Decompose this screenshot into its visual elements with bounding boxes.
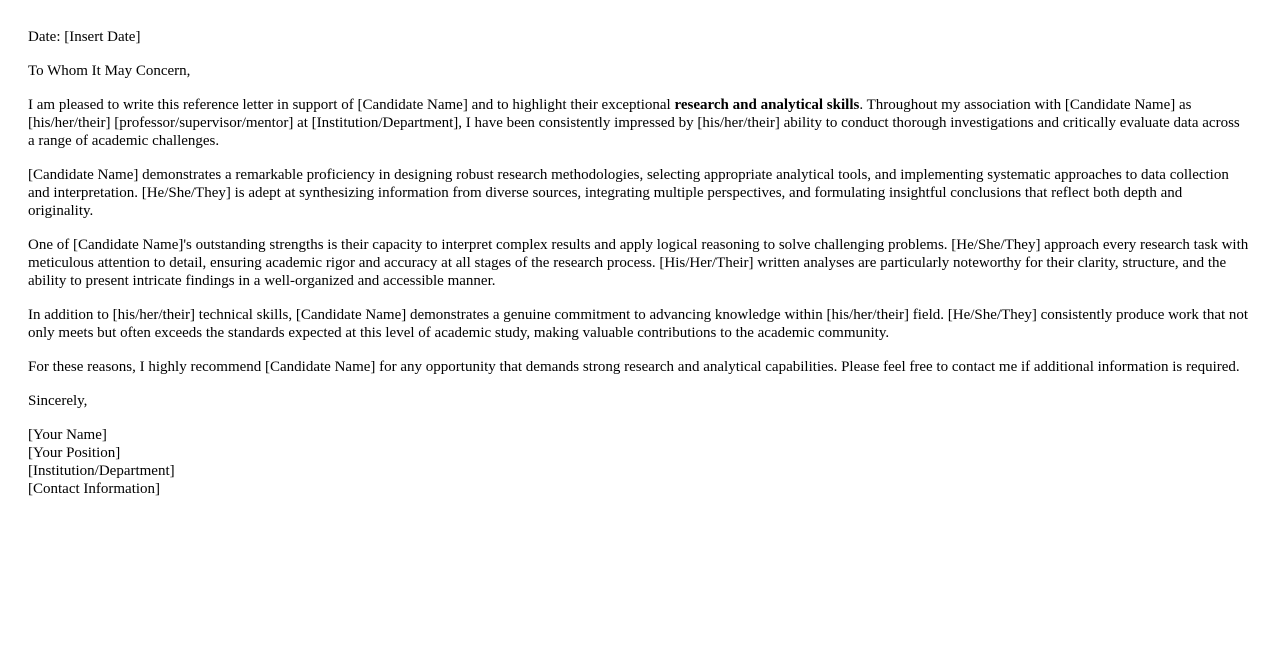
letter-paragraph-commitment: In addition to [his/her/their] technical skills, [Candidate Name] demonstrates a genuine commitment to advancing knowledge within [his/her/their] field. [He/She/They] consistently produce work that not only meets but often exceeds the standards expected at this level of academic study, making valuable contributions to the academic community. — [28, 307, 1249, 341]
letter-salutation: To Whom It May Concern, — [28, 63, 191, 79]
intro-text-start: I am pleased to write this reference letter in support of [Candidate Name] and to highlight their exceptional — [28, 97, 675, 113]
reference-letter — [28, 28, 1250, 498]
letter-paragraph-intro — [28, 96, 1250, 150]
letter-date: Date: [Insert Date] — [28, 29, 141, 45]
intro-text-end: . Throughout my association with [Candidate Name] as [his/her/their] [professor/supervisor/mentor] at [Institution/Department], I have been consistently impressed by [his/her/their] ability to conduct thorough investigations and critically evaluate data across a range of academic challenges. — [28, 97, 1240, 149]
signature-block — [28, 426, 1250, 498]
signature-contact: [Contact Information] — [28, 481, 161, 497]
signature-institution: [Institution/Department] — [28, 463, 175, 479]
letter-closing: Sincerely, — [28, 393, 88, 409]
signature-position: [Your Position] — [28, 445, 121, 461]
intro-highlight: research and analytical skills — [674, 97, 860, 113]
signature-name: [Your Name] — [28, 427, 107, 443]
letter-paragraph-methodology: [Candidate Name] demonstrates a remarkable proficiency in designing robust research methodologies, selecting appropriate analytical tools, and implementing systematic approaches to data collection and interpretation. [He/She/They] is adept at synthesizing information from diverse sources, integrating multiple perspectives, and formulating insightful conclusions that reflect both depth and originality. — [28, 167, 1229, 219]
letter-paragraph-recommendation: For these reasons, I highly recommend [Candidate Name] for any opportunity that demands strong research and analytical capabilities. Please feel free to contact me if additional information is required. — [28, 359, 1240, 375]
letter-paragraph-strengths: One of [Candidate Name]'s outstanding strengths is their capacity to interpret complex results and apply logical reasoning to solve challenging problems. [He/She/They] approach every research task with meticulous attention to detail, ensuring academic rigor and accuracy at all stages of the research process. [His/Her/Their] written analyses are particularly noteworthy for their clarity, structure, and the ability to present intricate findings in a well-organized and accessible manner. — [28, 237, 1249, 289]
